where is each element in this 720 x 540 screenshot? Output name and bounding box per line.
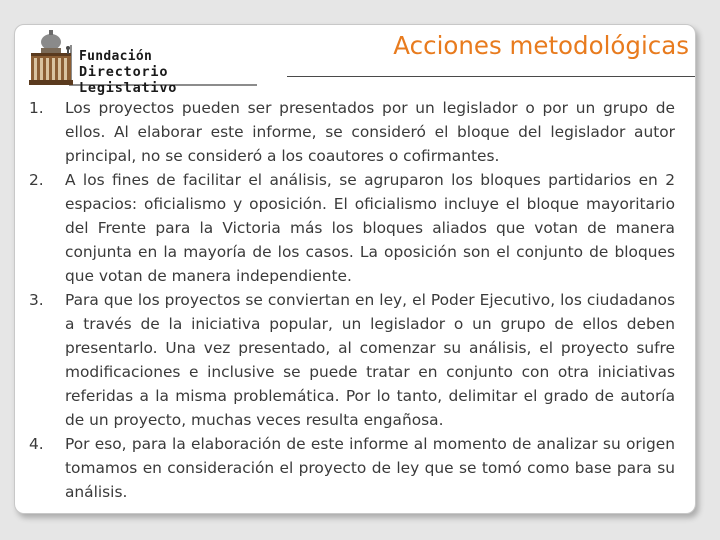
slide-title: Acciones metodológicas [393, 31, 689, 60]
list-item [15, 432, 675, 504]
list-item-text: Para que los proyectos se conviertan en ley, el Poder Ejecutivo, los ciudadanos a través de la iniciativa popular, un legislador o un grupo de ellos deben presentarlo. Una vez presentado, al comenzar su análisis, el proyecto sufre modificaciones e inclusive se puede tratar en conjunto con otra iniciativas referidas a la misma problemática. Por lo tanto, delimitar el grado de autoría de un proyecto, muchas veces resulta engañosa. [65, 291, 675, 429]
slide [14, 24, 696, 514]
logo [25, 29, 260, 96]
list-item-text: Los proyectos pueden ser presentados por un legislador o por un grupo de ellos. Al elaborar este informe, se consideró el bloque del legislador autor principal, no se consideró a los coautores o cofirmantes. [65, 99, 675, 165]
list-item [15, 96, 675, 168]
list-item-text: Por eso, para la elaboración de este informe al momento de analizar su origen tomamos en consideración el proyecto de ley que se tomó como base para su análisis. [65, 435, 675, 501]
logo-text [79, 49, 260, 96]
logo-line-1: Fundación [79, 49, 153, 64]
list-item-number: 2. [29, 171, 44, 189]
list-item-text: A los fines de facilitar el análisis, se agruparon los bloques partidarios en 2 espacios: oficialismo y oposición. El oficialismo incluye el bloque mayoritario del Frente para la Victoria más los bloques aliados que votan de manera conjunta en la mayoría de los casos. La oposición son el conjunto de bloques que votan de manera independiente. [65, 171, 675, 285]
title-divider [287, 76, 695, 77]
methodology-list [15, 96, 675, 504]
logo-line-2: Directorio Legislativo [79, 64, 178, 96]
list-item [15, 168, 675, 288]
list-item [15, 288, 675, 432]
list-item-number: 4. [29, 435, 44, 453]
list-item-number: 1. [29, 99, 44, 117]
list-item-number: 3. [29, 291, 44, 309]
